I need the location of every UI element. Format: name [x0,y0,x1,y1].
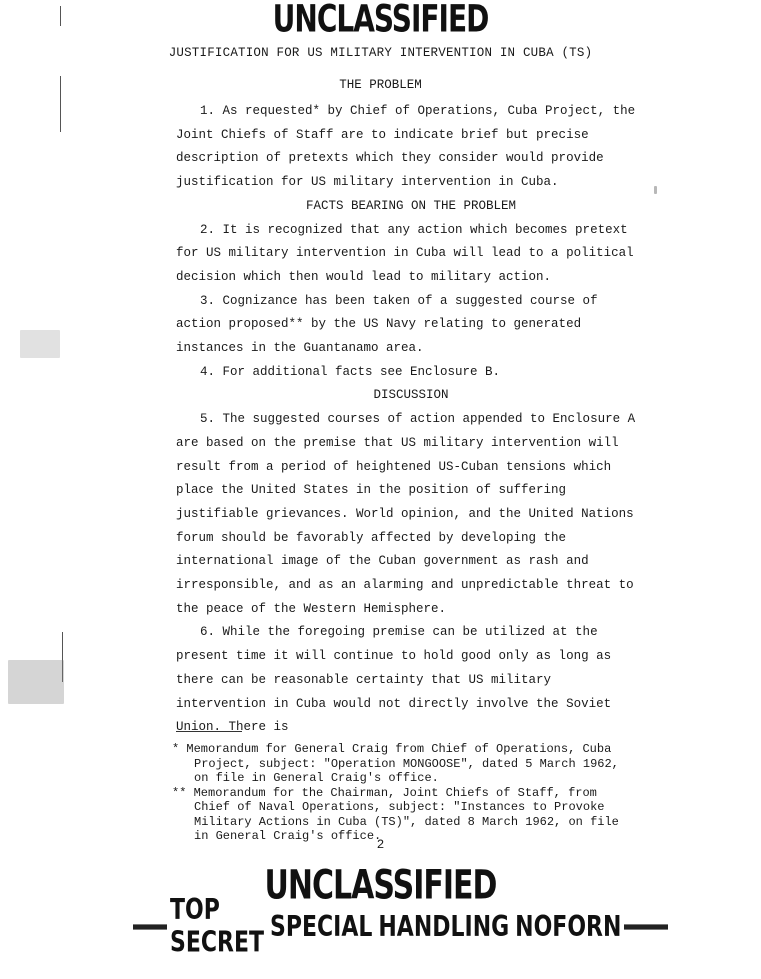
footnote-1: * Memorandum for General Craig from Chief of Operations, Cuba Project, subject: "Operation MONGOOSE", dated 5 March 1962, on file in General Craig's office. [172,742,619,785]
paragraph-1: 1. As requested* by Chief of Operations, Cuba Project, the Joint Chiefs of Staff are to indicate brief but precise description of pretexts which they consider would provide justification for US military intervention in Cuba. [176,104,636,190]
scan-noise [654,186,657,194]
scan-edge-mark [60,76,61,132]
marking-noforn: NOFORN [515,910,622,944]
heading-facts: FACTS BEARING ON THE PROBLEM [305,198,517,213]
heading-discussion: DISCUSSION [373,388,449,403]
paragraph-4: 4. For additional facts see Enclosure B. [200,364,501,379]
marking-bar [133,924,167,929]
paragraph-5: 5. The suggested courses of action appended to Enclosure A are based on the premise that US military intervention will result from a period of heightened US-Cuban tensions which place the United States in the position of suffering justifiable grievances. World opinion, and the United Nations forum should be favorably affected by developing the international image of the Cuban government as rash and irresponsible, and as an alarming and unpredictable threat to the peace of the Western Hemisphere. [176,412,636,616]
document-body [176,100,646,740]
paragraph-3: 3. Cognizance has been taken of a suggested course of action proposed** by the US Navy relating to generated instances in the Guantanamo area. [176,293,598,356]
page-number: 2 [376,838,385,852]
footnote-2: ** Memorandum for the Chairman, Joint Chiefs of Staff, from Chief of Naval Operations, subject: "Instances to Provoke Military Actions in Cuba (TS)", dated 8 March 1962, on file in General Craig's office. [172,785,619,843]
document-title: JUSTIFICATION FOR US MILITARY INTERVENTION IN CUBA (TS) [168,46,593,60]
marking-bar [624,924,668,929]
marking-handling: HANDLING [378,910,510,944]
heading-problem: THE PROBLEM [339,78,422,92]
scan-edge-mark [60,6,61,26]
handling-marking [130,894,640,960]
classification-stamp-bottom: UNCLASSIFIED [264,861,497,910]
classification-stamp-top: UNCLASSIFIED [272,0,489,41]
scan-noise [8,660,64,704]
marking-special: SPECIAL [270,910,373,944]
marking-top-secret: TOP SECRET [170,894,264,960]
footnotes [172,742,632,844]
paragraph-2: 2. It is recognized that any action which becomes pretext for US military intervention in Cuba will lead to a political decision which then would lead to military action. [176,222,634,284]
scan-noise [20,330,60,358]
paragraph-6: 6. While the foregoing premise can be utilized at the present time it will continue to hold good only as long as there can be reasonable certainty that US military intervention in Cuba would not directly involve the Soviet Union. There is [176,625,612,735]
footnote-divider [176,731,242,732]
